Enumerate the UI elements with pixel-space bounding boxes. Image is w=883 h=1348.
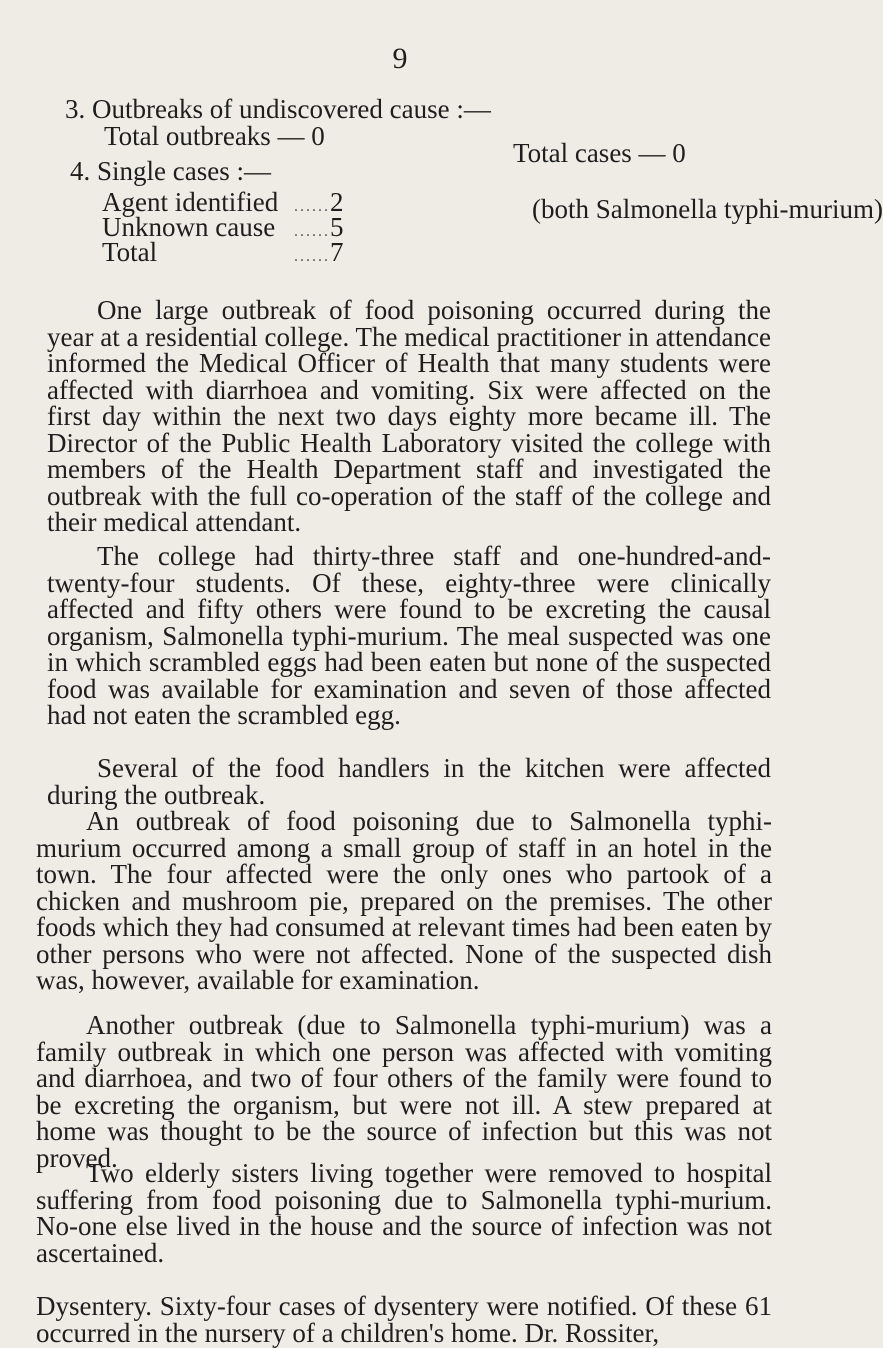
item-4-heading: 4. Single cases :—: [70, 156, 271, 186]
item-3-total-cases: Total cases — 0: [513, 138, 686, 168]
row-leaders: ......: [294, 198, 330, 215]
row-value: 2: [330, 187, 344, 217]
single-cases-table: [102, 187, 358, 267]
item-3-heading: 3. Outbreaks of undiscovered cause :—: [65, 94, 491, 124]
row-value: 7: [330, 237, 344, 267]
item-3-total-outbreaks: Total outbreaks — 0: [104, 121, 325, 151]
paragraph-college-outbreak: One large outbreak of food poisoning occurred during the year at a residential college. The medical practitioner in attendance informed the Medical Officer of Health that many students were affected with diarrhoea and vomiting. Six were affected on the first day within the next two days eighty more became ill. The Director of the Public Health Laboratory visited the college with members of the Health Department staff and investigated the outbreak with the full co-operation of the staff of the college and their medical attendant.: [47, 295, 771, 537]
row-label: Total: [102, 237, 158, 267]
row-leaders: ......: [294, 248, 330, 265]
paragraph-college-details: The college had thirty-three staff and one-hundred-and-twenty-four students. Of these, eighty-three were clinically affected and fifty others were found to be excreting the causal organism, Salmonella typhi-murium. The meal suspected was one in which scrambled eggs had been eaten but none of the suspected food was available for examination and seven of those affected had not eaten the scrambled egg.: [47, 541, 771, 730]
dysentery-text: Sixty-four cases of dysentery were notified. Of these 61 occurred in the nursery of a children's home. Dr. Rossiter,: [36, 1291, 772, 1348]
dysentery-run-in: Dysentery.: [36, 1291, 152, 1321]
row-leaders: ......: [294, 223, 330, 240]
row-label: Agent identified: [102, 187, 279, 217]
row-label: Unknown cause: [102, 212, 276, 242]
paragraph-food-handlers: Several of the food handlers in the kitchen were affected during the outbreak.: [47, 753, 771, 810]
table-row: [102, 187, 358, 217]
paragraph-dysentery: [36, 1293, 772, 1346]
paragraph-family-outbreak: Another outbreak (due to Salmonella typhi-murium) was a family outbreak in which one person was affected with vomiting and diarrhoea, and two of four others of the family were found to be excreting the organism, but were not ill. A stew prepared at home was thought to be the source of infection but this was not proved.: [36, 1010, 772, 1173]
paragraph-elderly-sisters: Two elderly sisters living together were removed to hospital suffering from food poisoning due to Salmonella typhi-murium. No-one else lived in the house and the source of infection was not ascertained.: [36, 1158, 772, 1268]
page-number: 9: [392, 42, 408, 75]
paragraph-hotel-outbreak: An outbreak of food poisoning due to Salmonella typhi-murium occurred among a small group of staff in an hotel in the town. The four affected were the only ones who partook of a chicken and mushroom pie, prepared on the premises. The other foods which they had consumed at relevant times had been eaten by other persons who were not affected. None of the suspected dish was, however, available for examination.: [36, 806, 772, 995]
row-value: 5: [330, 212, 344, 242]
single-cases-note: (both Salmonella typhi-murium): [532, 194, 883, 224]
